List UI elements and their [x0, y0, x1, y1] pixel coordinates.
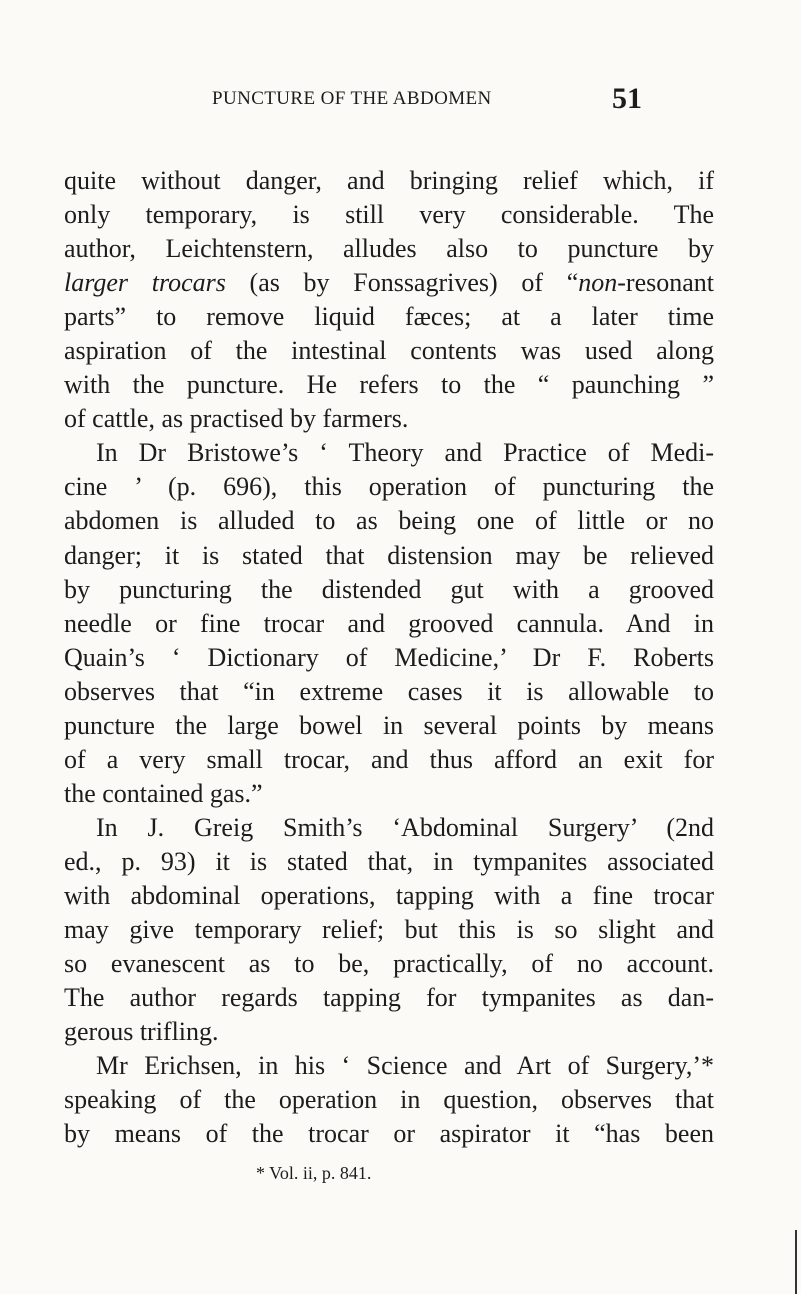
text-line: observes that “in extreme cases it is allowable to [64, 676, 714, 706]
text-line: speaking of the operation in question, observes that [64, 1085, 714, 1115]
running-header [212, 88, 652, 110]
text-line-with-italics [64, 266, 714, 300]
text-line: so evanescent as to be, practically, of no account. [64, 949, 714, 979]
text-fragment: -resonant [617, 268, 714, 298]
italic-prefix: non [578, 268, 618, 298]
italic-phrase: larger trocars [64, 268, 226, 298]
running-title: PUNCTURE OF THE ABDOMEN [212, 88, 492, 109]
text-line: needle or fine trocar and grooved cannula. And in [64, 608, 714, 638]
text-line: gerous trifling. [64, 1017, 219, 1047]
text-line: aspiration of the intestinal contents was used along [64, 336, 714, 366]
footnote: * Vol. ii, p. 841. [256, 1163, 372, 1183]
text-line: by means of the trocar or aspirator it “has been [64, 1119, 714, 1149]
text-line: of a very small trocar, and thus afford an exit for [64, 744, 714, 774]
text-line: only temporary, is still very considerable. The [64, 200, 714, 230]
text-line: parts” to remove liquid fæces; at a later time [64, 302, 714, 332]
text-line: by puncturing the distended gut with a grooved [64, 574, 714, 604]
page-number: 51 [612, 82, 642, 115]
text-line: with the puncture. He refers to the “ paunching ” [64, 370, 714, 400]
text-line: may give temporary relief; but this is so slight and [64, 915, 714, 945]
text-line: the contained gas.” [64, 778, 263, 808]
text-line: cine ’ (p. 696), this operation of puncturing the [64, 472, 714, 502]
text-line: The author regards tapping for tympanites as dan- [64, 983, 714, 1013]
text-line: ed., p. 93) it is stated that, in tympanites associated [64, 846, 714, 876]
text-line: abdomen is alluded to as being one of little or no [64, 506, 714, 536]
text-line: of cattle, as practised by farmers. [64, 404, 409, 434]
text-line: quite without danger, and bringing relief which, if [64, 166, 714, 195]
text-line: danger; it is stated that distension may be relieved [64, 540, 714, 570]
body-text [64, 164, 714, 1151]
text-line: Quain’s ‘ Dictionary of Medicine,’ Dr F. Roberts [64, 642, 714, 672]
text-line: with abdominal operations, tapping with a fine trocar [64, 880, 714, 910]
paragraph-start: Mr Erichsen, in his ‘ Science and Art of Surgery,’* [96, 1051, 714, 1081]
text-line: author, Leichtenstern, alludes also to puncture by [64, 234, 714, 264]
paragraph-start: In Dr Bristowe’s ‘ Theory and Practice of Medi- [96, 438, 714, 468]
text-line: puncture the large bowel in several points by means [64, 710, 714, 740]
text-fragment: (as by Fonssagrives) of “ [225, 268, 579, 298]
page-edge-shadow [795, 1230, 797, 1294]
paragraph-start: In J. Greig Smith’s ‘Abdominal Surgery’ (2nd [96, 812, 714, 842]
